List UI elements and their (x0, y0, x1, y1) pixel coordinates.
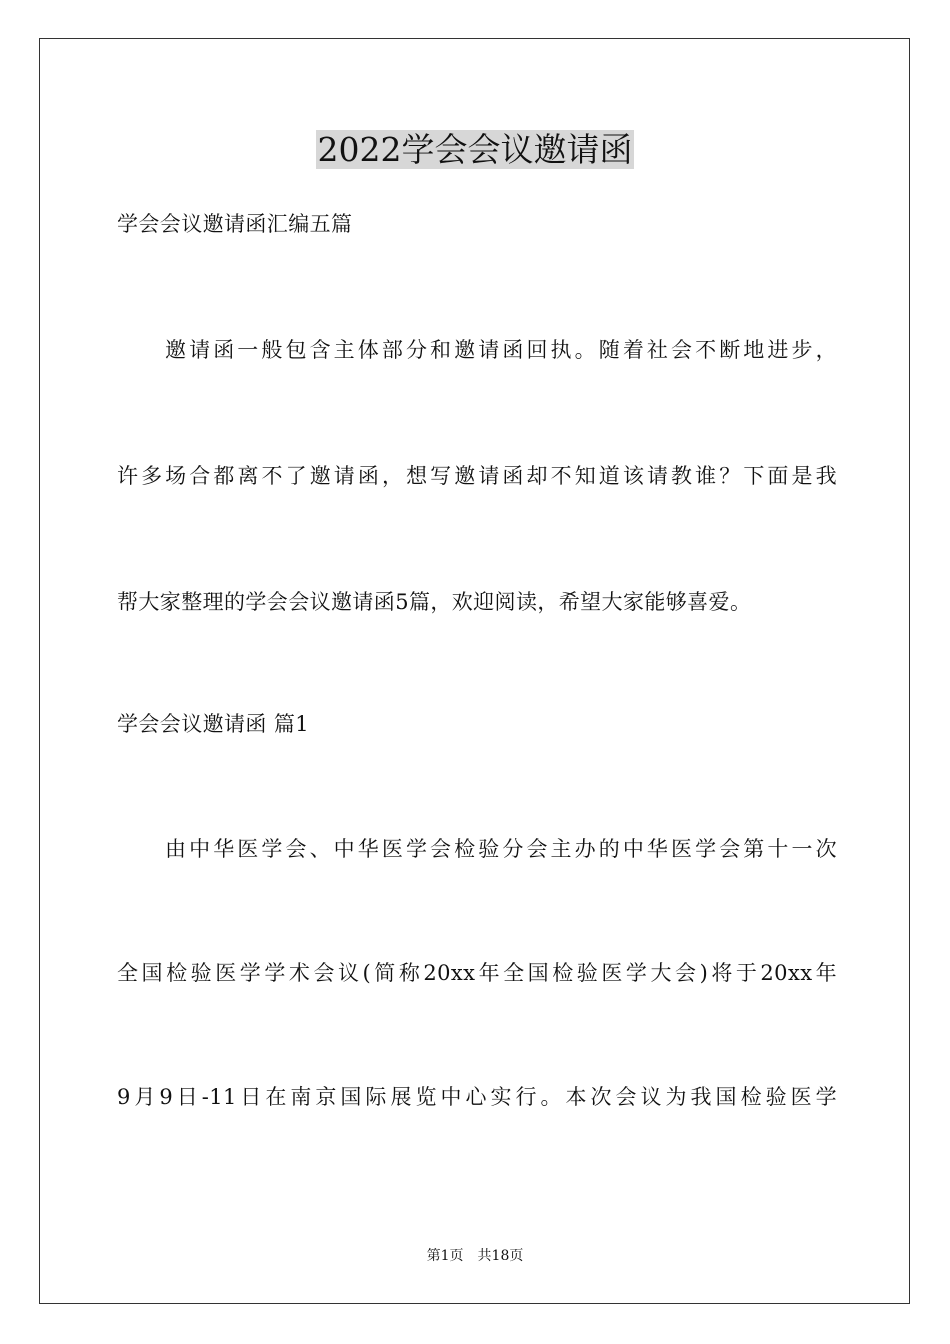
page-footer (0, 1246, 950, 1266)
intro-paragraph-line: 许多场合都离不了邀请函，想写邀请函却不知道该请教谁？下面是我 (117, 464, 837, 488)
document-subtitle: 学会会议邀请函汇编五篇 (117, 212, 353, 236)
document-title-text: 2022学会会议邀请函 (317, 130, 633, 169)
intro-paragraph-line: 帮大家整理的学会会议邀请函5篇，欢迎阅读，希望大家能够喜爱。 (117, 590, 752, 614)
intro-paragraph-line: 邀请函一般包含主体部分和邀请函回执。随着社会不断地进步， (165, 338, 837, 362)
section-paragraph-line: 全国检验医学学术会议(简称20xx年全国检验医学大会)将于20xx年 (117, 961, 837, 985)
document-title (0, 128, 950, 172)
section-paragraph-line: 9月9日-11日在南京国际展览中心实行。本次会议为我国检验医学 (117, 1085, 837, 1109)
footer-total-pages: 共18页 (477, 1248, 524, 1264)
section-paragraph-line: 由中华医学会、中华医学会检验分会主办的中华医学会第十一次 (165, 837, 837, 861)
footer-current-page: 第1页 (426, 1248, 464, 1264)
section-heading: 学会会议邀请函 篇1 (117, 712, 310, 736)
